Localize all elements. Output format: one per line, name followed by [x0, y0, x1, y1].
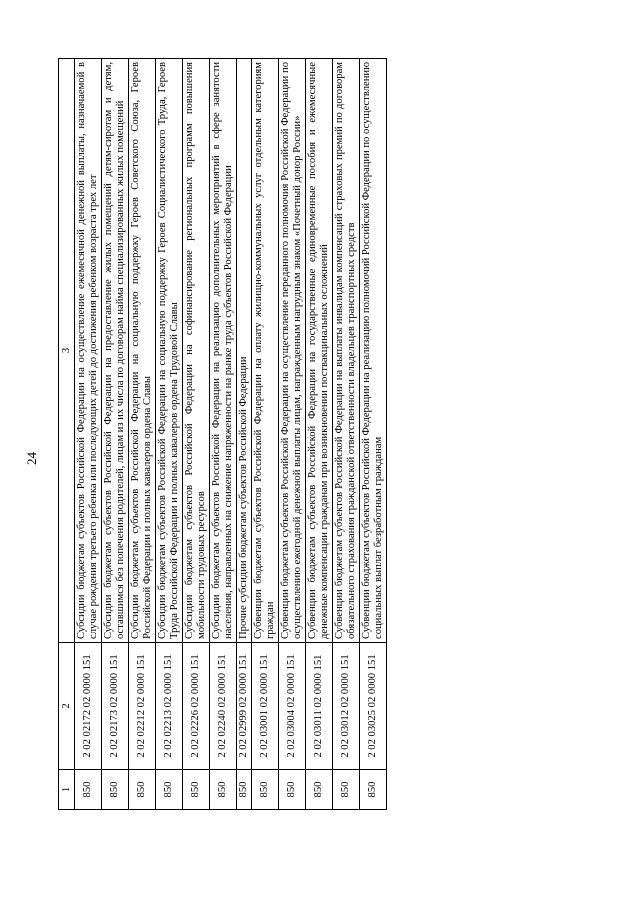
- table-row: [306, 59, 333, 810]
- budget-code: 2 02 03004 02 0000 151: [279, 643, 306, 770]
- table-row: [237, 59, 252, 810]
- admin-code: 850: [156, 770, 183, 810]
- budget-code: 2 02 02240 02 0000 151: [210, 643, 237, 770]
- admin-code: 850: [360, 770, 387, 810]
- table-row: [210, 59, 237, 810]
- description: Субвенции бюджетам субъектов Российской Федерации на выплаты инвалидам компенсаций страховых премий по договорам обязательного страхования гражданской ответственности владельцев транспортных средств: [333, 59, 360, 643]
- admin-code: 850: [306, 770, 333, 810]
- description: Прочие субсидии бюджетам субъектов Российской Федерации: [237, 59, 252, 643]
- header-row: [59, 59, 75, 810]
- admin-code: 850: [333, 770, 360, 810]
- budget-code: 2 02 02213 02 0000 151: [156, 643, 183, 770]
- description: Субсидии бюджетам субъектов Российской Федерации на социальную поддержку Героев Советского Союза, Героев Российской Федерации и полных кавалеров ордена Славы: [129, 59, 156, 643]
- table-row: [129, 59, 156, 810]
- description: Субвенции бюджетам субъектов Российской Федерации на реализацию полномочий Российской Федерации по осуществлению социальных выплат безработным гражданам: [360, 59, 387, 643]
- table-row: [252, 59, 279, 810]
- table-row: [75, 59, 102, 810]
- budget-code: 2 02 02212 02 0000 151: [129, 643, 156, 770]
- table-row: [183, 59, 210, 810]
- budget-code: 2 02 03025 02 0000 151: [360, 643, 387, 770]
- header-col-2: 2: [59, 643, 75, 770]
- table-row: [102, 59, 129, 810]
- admin-code: 850: [252, 770, 279, 810]
- description: Субвенции бюджетам субъектов Российской Федерации на осуществление переданного полномочия Российской Федерации по осуществлению ежегодной денежной выплаты лицам, награжденным нагрудным знаком «Почетный донор России»: [279, 59, 306, 643]
- admin-code: 850: [183, 770, 210, 810]
- admin-code: 850: [75, 770, 102, 810]
- table-row: [333, 59, 360, 810]
- description: Субсидии бюджетам субъектов Российской Федерации на софинансирование региональных программ повышения мобильности трудовых ресурсов: [183, 59, 210, 643]
- budget-code: 2 02 03011 02 0000 151: [306, 643, 333, 770]
- description: Субсидии бюджетам субъектов Российской Федерации на предоставление жилых помещений детям-сиротам и детям, оставшимся без попечения родителей, лицам из их числа по договорам найма специализированных жилых помещений: [102, 59, 129, 643]
- budget-codes-table: [58, 58, 387, 810]
- table-row: [360, 59, 387, 810]
- admin-code: 850: [102, 770, 129, 810]
- budget-code: 2 02 02173 02 0000 151: [102, 643, 129, 770]
- table-row: [279, 59, 306, 810]
- budget-code: 2 02 02172 02 0000 151: [75, 643, 102, 770]
- description: Субвенции бюджетам субъектов Российской Федерации на государственные единовременные пособия и ежемесячные денежные компенсации гражданам при возникновении поствакцинальных осложнений: [306, 59, 333, 643]
- admin-code: 850: [237, 770, 252, 810]
- description: Субсидии бюджетам субъектов Российской Федерации на реализацию дополнительных мероприятий в сфере занятости населения, направленных на снижение напряженности на рынке труда субъектов Российской Федерации: [210, 59, 237, 643]
- admin-code: 850: [210, 770, 237, 810]
- description: Субсидии бюджетам субъектов Российской Федерации на социальную поддержку Героев Социалистического Труда, Героев Труда Российской Федерации и полных кавалеров ордена Трудовой Славы: [156, 59, 183, 643]
- header-col-3: 3: [59, 59, 75, 643]
- budget-code: 2 02 02999 02 0000 151: [237, 643, 252, 770]
- page-number: 24: [24, 452, 39, 465]
- table-row: [156, 59, 183, 810]
- budget-code: 2 02 02226 02 0000 151: [183, 643, 210, 770]
- admin-code: 850: [129, 770, 156, 810]
- budget-code: 2 02 03001 02 0000 151: [252, 643, 279, 770]
- description: Субсидии бюджетам субъектов Российской Федерации на осуществление ежемесячной денежной выплаты, назначаемой в случае рождения третьего ребенка или последующих детей до достижения ребенком возраста трех лет: [75, 59, 102, 643]
- header-col-1: 1: [59, 770, 75, 810]
- description: Субвенции бюджетам субъектов Российской Федерации на оплату жилищно-коммунальных услуг отдельным категориям граждан: [252, 59, 279, 643]
- budget-code: 2 02 03012 02 0000 151: [333, 643, 360, 770]
- admin-code: 850: [279, 770, 306, 810]
